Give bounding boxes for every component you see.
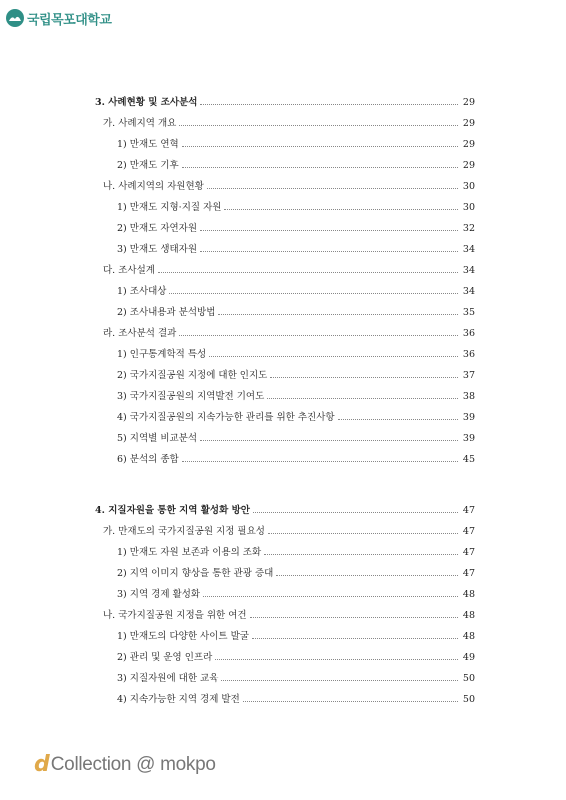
toc-entry-label: 나. 사례지역의 자원현황: [103, 180, 204, 192]
toc-entry-page: 47: [462, 567, 475, 579]
toc-entry[interactable]: [95, 239, 475, 260]
toc-entry[interactable]: [95, 113, 475, 134]
toc-entry-page: 48: [462, 609, 475, 621]
toc-entry[interactable]: [95, 605, 475, 626]
toc-entry[interactable]: [95, 218, 475, 239]
toc-leader-dots: [252, 638, 458, 639]
toc-entry-page: 50: [462, 672, 475, 684]
toc-leader-dots: [158, 272, 458, 273]
toc-entry[interactable]: [95, 134, 475, 155]
toc-leader-dots: [179, 335, 458, 336]
toc-entry-page: 39: [462, 432, 475, 444]
toc-leader-dots: [182, 167, 458, 168]
dcollection-text: Collection @ mokpo: [50, 753, 216, 775]
toc-entry-page: 49: [462, 651, 475, 663]
toc-leader-dots: [200, 104, 458, 105]
toc-entry-label: 2) 관리 및 운영 인프라: [117, 651, 213, 663]
toc-entry-label: 2) 지역 이미지 향상을 통한 관광 증대: [117, 567, 274, 579]
toc-entry-label: 2) 만재도 자연자원: [117, 222, 198, 234]
toc-entry-label: 2) 조사내용과 분석방법: [117, 306, 216, 318]
toc-leader-dots: [253, 512, 458, 513]
table-of-contents: [95, 92, 475, 710]
toc-entry[interactable]: [95, 647, 475, 668]
toc-entry-page: 29: [462, 117, 475, 129]
toc-leader-dots: [267, 398, 458, 399]
toc-entry-label: 4) 지속가능한 지역 경제 발전: [117, 693, 240, 705]
toc-leader-dots: [209, 356, 458, 357]
dcollection-logo: [34, 752, 216, 777]
toc-entry[interactable]: [95, 449, 475, 470]
toc-leader-dots: [203, 596, 458, 597]
toc-leader-dots: [268, 533, 458, 534]
university-name: 국립목포대학교: [27, 12, 112, 28]
toc-entry-page: 37: [462, 369, 475, 381]
toc-entry-page: 30: [462, 180, 475, 192]
toc-entry-label: 가. 만재도의 국가지질공원 지정 필요성: [103, 525, 265, 537]
toc-entry-page: 45: [462, 453, 475, 465]
toc-entry-page: 48: [462, 630, 475, 642]
toc-entry[interactable]: [95, 323, 475, 344]
toc-entry-label: 3) 국가지질공원의 지역발전 기여도: [117, 390, 265, 402]
toc-section-4: [95, 500, 475, 710]
toc-entry-label: 1) 만재도 자원 보존과 이용의 조화: [117, 546, 262, 558]
toc-entry-label: 1) 조사대상: [117, 285, 167, 297]
toc-entry-label: 1) 만재도 연혁: [117, 138, 179, 150]
toc-entry-label: 3) 지질자원에 대한 교육: [117, 672, 219, 684]
toc-leader-dots: [200, 230, 458, 231]
toc-entry-label: 3) 지역 경제 활성화: [117, 588, 201, 600]
toc-entry[interactable]: [95, 428, 475, 449]
university-emblem-icon: [6, 9, 24, 27]
toc-entry-page: 34: [462, 264, 475, 276]
toc-entry-label: 5) 지역별 비교분석: [117, 432, 198, 444]
toc-entry-label: 1) 만재도 지형·지질 자원: [117, 201, 222, 213]
toc-entry-label: 가. 사례지역 개요: [103, 117, 177, 129]
toc-entry[interactable]: [95, 563, 475, 584]
toc-leader-dots: [182, 461, 458, 462]
toc-entry[interactable]: [95, 197, 475, 218]
toc-entry[interactable]: [95, 302, 475, 323]
toc-entry-label: 6) 분석의 종합: [117, 453, 179, 465]
toc-entry-label: 1) 만재도의 다양한 사이트 발굴: [117, 630, 249, 642]
toc-entry-label: 1) 인구통계학적 특성: [117, 348, 207, 360]
toc-entry-page: 32: [462, 222, 475, 234]
toc-entry[interactable]: [95, 668, 475, 689]
toc-section-3: [95, 92, 475, 470]
toc-leader-dots: [169, 293, 458, 294]
toc-entry-page: 29: [462, 138, 475, 150]
toc-leader-dots: [207, 188, 458, 189]
toc-leader-dots: [270, 377, 458, 378]
toc-entry-page: 39: [462, 411, 475, 423]
toc-leader-dots: [200, 440, 458, 441]
toc-entry-page: 38: [462, 390, 475, 402]
toc-entry[interactable]: [95, 500, 475, 521]
toc-leader-dots: [215, 659, 458, 660]
section-gap: [95, 470, 475, 500]
toc-leader-dots: [224, 209, 458, 210]
toc-entry-label: 2) 만재도 기후: [117, 159, 179, 171]
toc-entry-page: 48: [462, 588, 475, 600]
toc-entry[interactable]: [95, 689, 475, 710]
toc-entry[interactable]: [95, 260, 475, 281]
toc-entry-label: 2) 국가지질공원 지정에 대한 인지도: [117, 369, 268, 381]
toc-entry[interactable]: [95, 542, 475, 563]
toc-entry-page: 50: [462, 693, 475, 705]
toc-entry-label: 4. 지질자원을 통한 지역 활성화 방안: [95, 504, 250, 516]
toc-entry[interactable]: [95, 521, 475, 542]
toc-entry-label: 3. 사례현황 및 조사분석: [95, 96, 198, 108]
toc-entry-page: 34: [462, 243, 475, 255]
toc-entry-page: 29: [462, 96, 475, 108]
toc-leader-dots: [338, 419, 458, 420]
dcollection-d-mark: d: [34, 752, 50, 777]
toc-entry-label: 나. 국가지질공원 지정을 위한 여건: [103, 609, 247, 621]
toc-entry-page: 34: [462, 285, 475, 297]
toc-entry-page: 35: [462, 306, 475, 318]
toc-entry[interactable]: [95, 386, 475, 407]
toc-entry[interactable]: [95, 92, 475, 113]
toc-entry-page: 36: [462, 327, 475, 339]
toc-entry[interactable]: [95, 344, 475, 365]
toc-leader-dots: [182, 146, 458, 147]
toc-entry-page: 30: [462, 201, 475, 213]
toc-entry[interactable]: [95, 365, 475, 386]
toc-leader-dots: [200, 251, 458, 252]
university-logo: [6, 7, 111, 29]
toc-entry-label: 4) 국가지질공원의 지속가능한 관리를 위한 추진사항: [117, 411, 335, 423]
toc-entry[interactable]: [95, 281, 475, 302]
toc-entry-page: 29: [462, 159, 475, 171]
toc-leader-dots: [250, 617, 458, 618]
toc-entry-label: 다. 조사설계: [103, 264, 155, 276]
toc-leader-dots: [243, 701, 458, 702]
toc-entry[interactable]: [95, 584, 475, 605]
toc-entry-label: 라. 조사분석 결과: [103, 327, 177, 339]
toc-entry-page: 47: [462, 546, 475, 558]
toc-entry-page: 47: [462, 504, 475, 516]
toc-leader-dots: [218, 314, 458, 315]
toc-leader-dots: [276, 575, 458, 576]
toc-entry-page: 47: [462, 525, 475, 537]
toc-leader-dots: [179, 125, 458, 126]
toc-entry[interactable]: [95, 407, 475, 428]
toc-entry-label: 3) 만재도 생태자원: [117, 243, 198, 255]
toc-entry[interactable]: [95, 155, 475, 176]
toc-entry[interactable]: [95, 176, 475, 197]
toc-entry[interactable]: [95, 626, 475, 647]
toc-leader-dots: [221, 680, 458, 681]
toc-leader-dots: [264, 554, 458, 555]
toc-entry-page: 36: [462, 348, 475, 360]
